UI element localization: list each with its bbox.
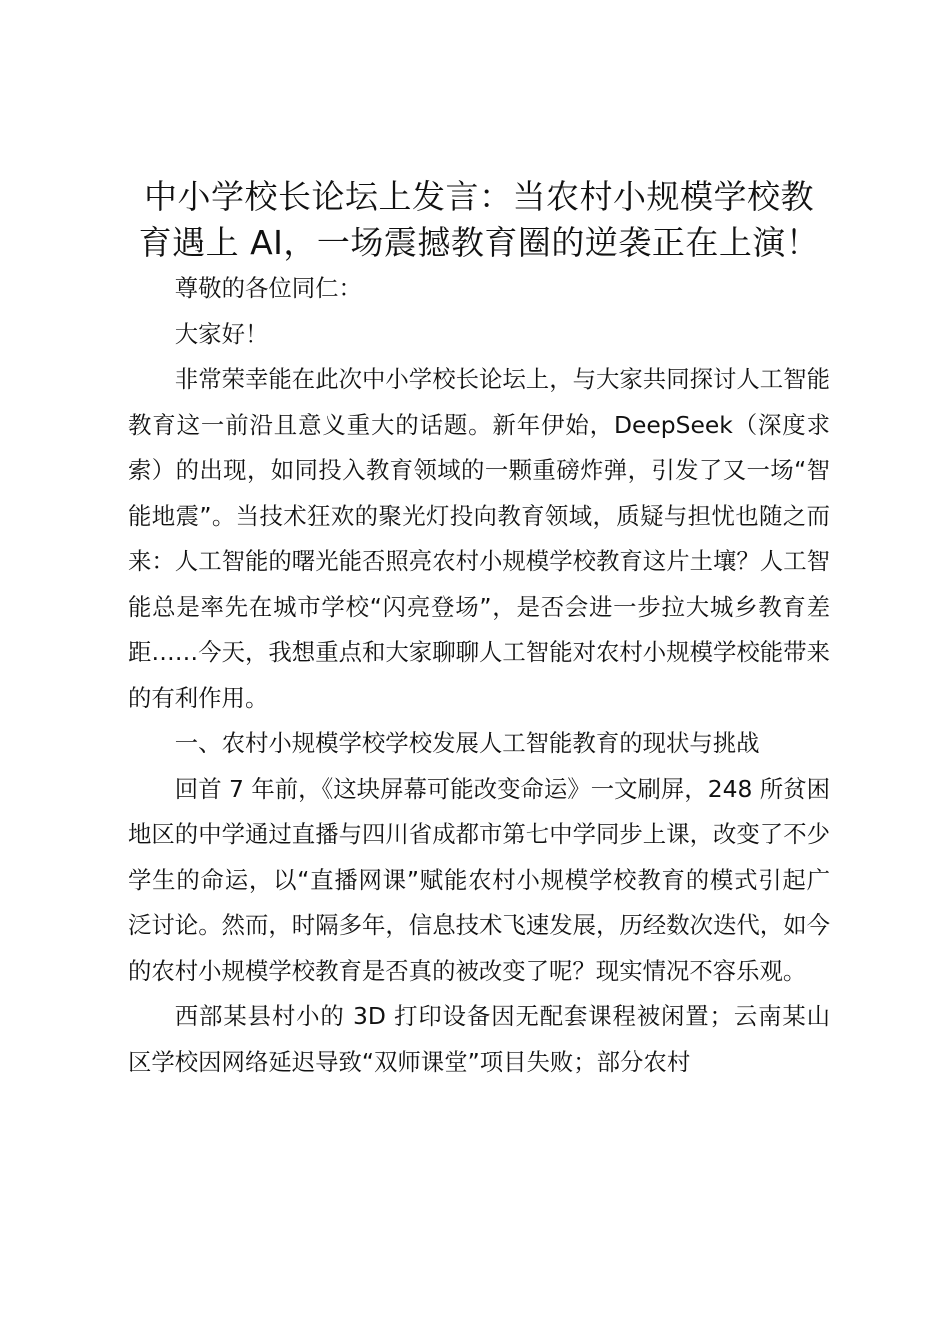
intro-paragraph: 非常荣幸能在此次中小学校长论坛上，与大家共同探讨人工智能教育这一前沿且意义重大的话题。新年伊始，DeepSeek（深度求索）的出现，如同投入教育领域的一颗重磅炸弹，引发了又一场“智能地震”。当技术狂欢的聚光灯投向教育领域，质疑与担忧也随之而来：人工智能的曙光能否照亮农村小规模学校教育这片土壤？人工智能总是率先在城市学校“闪亮登场”，是否会进一步拉大城乡教育差距……今天，我想重点和大家聊聊人工智能对农村小规模学校能带来的有利作用。: [128, 365, 830, 712]
greeting-line: 大家好！: [174, 319, 269, 348]
body-paragraph-examples: 西部某县村小的 3D 打印设备因无配套课程被闲置；云南某山区学校因网络延迟导致“双师课堂”项目失败；部分农村: [128, 1002, 830, 1076]
document-page: [128, 174, 830, 1085]
salutation: 尊敬的各位同仁：: [174, 274, 362, 302]
section-heading-1: 一、农村小规模学校学校发展人工智能教育的现状与挑战: [174, 729, 760, 757]
body-paragraph-history: 回首 7 年前，《这块屏幕可能改变命运》一文刷屏，248 所贫困地区的中学通过直播与四川省成都市第七中学同步上课，改变了不少学生的命运，以“直播网课”赋能农村小规模学校教育的模式引起广泛讨论。然而，时隔多年，信息技术飞速发展，历经数次迭代，如今的农村小规模学校教育是否真的被改变了呢？现实情况不容乐观。: [128, 774, 830, 985]
document-title: 中小学校长论坛上发言：当农村小规模学校教育遇上 AI，一场震撼教育圈的逆袭正在上演！: [138, 177, 820, 262]
